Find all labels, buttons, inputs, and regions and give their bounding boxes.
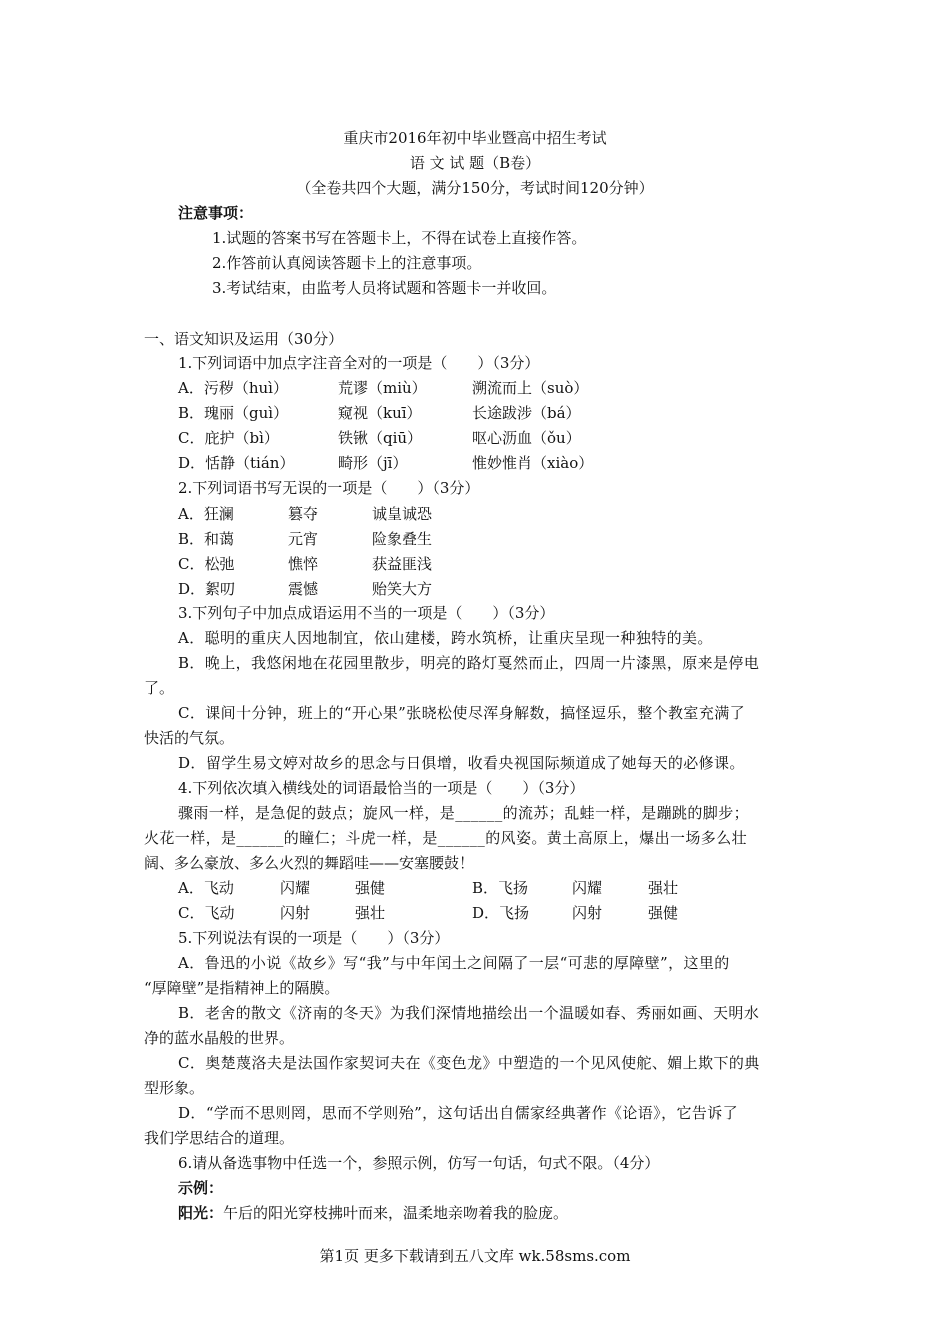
exam-subtitle: 语 文 试 题（B卷） bbox=[409, 154, 541, 172]
option-cell: 获益匪浅 bbox=[372, 555, 433, 573]
question-text: 净的蓝水晶般的世界。 bbox=[144, 1029, 295, 1047]
question-text: B．晚上，我悠闲地在花园里散步，明亮的路灯戛然而止，四周一片漆黑，原来是停电 bbox=[178, 654, 760, 672]
option-cell: D．飞扬 bbox=[472, 904, 530, 922]
option-cell: 闪射 bbox=[280, 904, 311, 922]
option-row bbox=[0, 552, 950, 576]
question-text: B．老舍的散文《济南的冬天》为我们深情地描绘出一个温暖如春、秀丽如画、天明水 bbox=[178, 1004, 760, 1022]
question-text: 了。 bbox=[144, 679, 175, 697]
option-cell: A．飞动 bbox=[178, 879, 234, 897]
option-row bbox=[0, 876, 950, 900]
option-cell: 闪耀 bbox=[280, 879, 311, 897]
option-cell: 篡夺 bbox=[288, 505, 319, 523]
question-stem-5: 5.下列说法有误的一项是（ ）（3分） bbox=[178, 929, 450, 947]
notice-item: 1.试题的答案书写在答题卡上，不得在试卷上直接作答。 bbox=[212, 229, 587, 247]
exam-title: 重庆市2016年初中毕业暨高中招生考试 bbox=[343, 129, 607, 147]
option-cell: 震憾 bbox=[288, 580, 319, 598]
option-cell: C．松弛 bbox=[178, 555, 235, 573]
example-label: 示例： bbox=[178, 1179, 224, 1197]
question-text: 骤雨一样，是急促的鼓点；旋风一样，是______的流苏；乱蛙一样，是蹦跳的脚步； bbox=[178, 804, 750, 822]
option-cell: 长途跋涉（bá） bbox=[472, 404, 581, 422]
notice-title: 注意事项： bbox=[178, 204, 254, 222]
option-cell: 元宵 bbox=[288, 530, 319, 548]
option-cell: B．和蔼 bbox=[178, 530, 235, 548]
exam-info: （全卷共四个大题，满分150分，考试时间120分钟） bbox=[296, 179, 654, 197]
question-text: 火花一样，是______的瞳仁；斗虎一样，是______的风姿。黄土高原上，爆出一场多么壮 bbox=[144, 829, 748, 847]
option-cell: 溯流而上（suò） bbox=[472, 379, 589, 397]
question-text: A．聪明的重庆人因地制宜，依山建楼，跨水筑桥，让重庆呈现一种独特的美。 bbox=[178, 629, 713, 647]
option-cell: 险象叠生 bbox=[372, 530, 433, 548]
option-cell: 闪射 bbox=[572, 904, 603, 922]
question-stem-6: 6.请从备选事物中任选一个，参照示例，仿写一句话，句式不限。（4分） bbox=[178, 1154, 660, 1172]
option-cell: 强壮 bbox=[648, 879, 679, 897]
option-row bbox=[0, 426, 950, 450]
option-row bbox=[0, 901, 950, 925]
question-text: D．留学生易文婷对故乡的思念与日俱增，收看央视国际频道成了她每天的必修课。 bbox=[178, 754, 745, 772]
option-row bbox=[0, 451, 950, 475]
option-cell: 贻笑大方 bbox=[372, 580, 433, 598]
option-cell: 强健 bbox=[355, 879, 386, 897]
option-cell: C．庇护（bì） bbox=[178, 429, 279, 447]
question-stem-1: 1.下列词语中加点字注音全对的一项是（ ）（3分） bbox=[178, 354, 540, 372]
page-footer: 第1页 更多下载请到五八文库 wk.58sms.com bbox=[319, 1247, 631, 1265]
question-text: A．鲁迅的小说《故乡》写“我”与中年闰土之间隔了一层“可悲的厚障壁”，这里的 bbox=[178, 954, 730, 972]
option-row bbox=[0, 577, 950, 601]
option-cell: A．狂澜 bbox=[178, 505, 234, 523]
option-cell: 强壮 bbox=[355, 904, 386, 922]
question-text: D．“学而不思则罔，思而不学则殆”，这句话出自儒家经典著作《论语》，它告诉了 bbox=[178, 1104, 739, 1122]
option-cell: 畸形（jī） bbox=[338, 454, 408, 472]
option-row bbox=[0, 527, 950, 551]
question-text: C．奥楚蔑洛夫是法国作家契诃夫在《变色龙》中塑造的一个见风使舵、媚上欺下的典 bbox=[178, 1054, 760, 1072]
option-cell: 诚皇诚恐 bbox=[372, 505, 433, 523]
example-line bbox=[178, 1201, 950, 1225]
notice-item: 3.考试结束，由监考人员将试题和答题卡一并收回。 bbox=[212, 279, 557, 297]
option-cell: 铁锹（qiū） bbox=[338, 429, 423, 447]
section-title: 一、语文知识及运用（30分） bbox=[144, 330, 344, 348]
option-row bbox=[0, 502, 950, 526]
option-cell: B．瑰丽（guì） bbox=[178, 404, 289, 422]
option-cell: D．絮叨 bbox=[178, 580, 236, 598]
question-stem-4: 4.下列依次填入横线处的词语最恰当的一项是（ ）（3分） bbox=[178, 779, 585, 797]
question-text: 阔、多么豪放、多么火烈的舞蹈哇——安塞腰鼓！ bbox=[144, 854, 475, 872]
option-cell: 闪耀 bbox=[572, 879, 603, 897]
question-text: C．课间十分钟，班上的“开心果”张晓松使尽浑身解数，搞怪逗乐，整个教室充满了 bbox=[178, 704, 746, 722]
option-row bbox=[0, 376, 950, 400]
option-cell: D．恬静（tián） bbox=[178, 454, 295, 472]
option-cell: 憔悴 bbox=[288, 555, 319, 573]
option-cell: 强健 bbox=[648, 904, 679, 922]
notice-item: 2.作答前认真阅读答题卡上的注意事项。 bbox=[212, 254, 482, 272]
option-cell: C．飞动 bbox=[178, 904, 235, 922]
option-cell: 窥视（kuī） bbox=[338, 404, 422, 422]
question-stem-2: 2.下列词语书写无误的一项是（ ）（3分） bbox=[178, 479, 480, 497]
question-text: 快活的气氛。 bbox=[144, 729, 235, 747]
question-text: 型形象。 bbox=[144, 1079, 205, 1097]
option-cell: A．污秽（huì） bbox=[178, 379, 288, 397]
question-stem-3: 3.下列句子中加点成语运用不当的一项是（ ）（3分） bbox=[178, 604, 555, 622]
example-text: 午后的阳光穿枝拂叶而来，温柔地亲吻着我的脸庞。 bbox=[223, 1204, 569, 1222]
option-row bbox=[0, 401, 950, 425]
option-cell: 惟妙惟肖（xiào） bbox=[472, 454, 594, 472]
question-text: “厚障壁”是指精神上的隔膜。 bbox=[144, 979, 340, 997]
option-cell: B．飞扬 bbox=[472, 879, 529, 897]
example-term: 阳光： bbox=[178, 1204, 224, 1222]
option-cell: 呕心沥血（ǒu） bbox=[472, 429, 581, 447]
option-cell: 荒谬（miù） bbox=[338, 379, 427, 397]
question-text: 我们学思结合的道理。 bbox=[144, 1129, 295, 1147]
